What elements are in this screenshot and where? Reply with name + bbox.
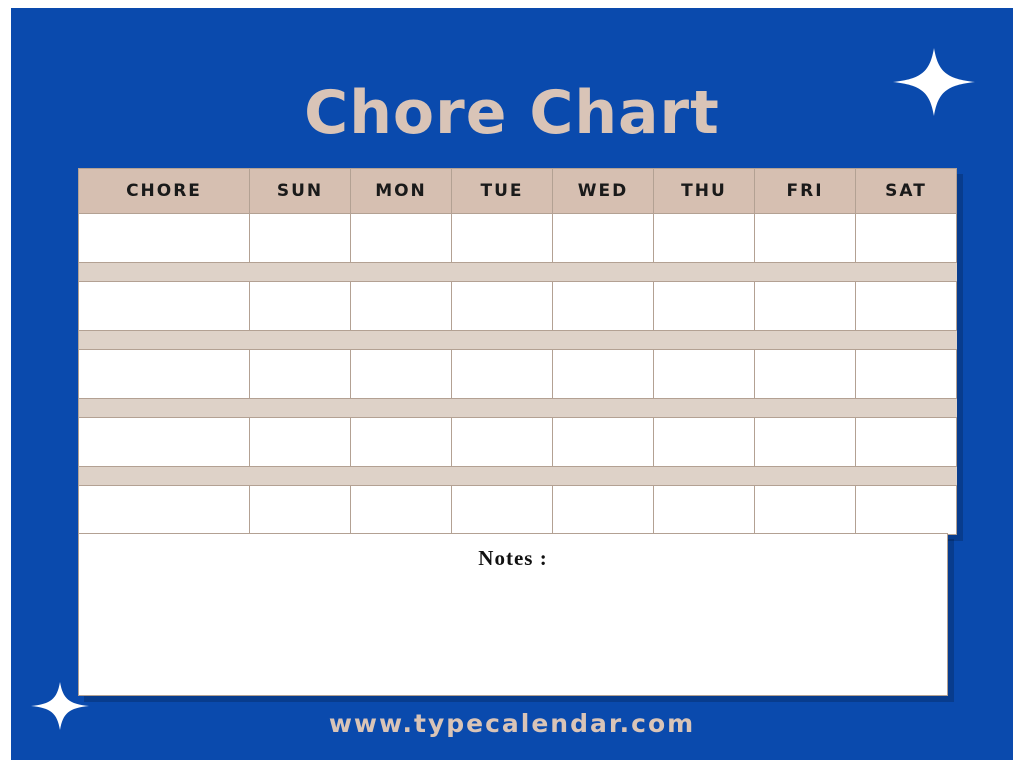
column-header-wed: WED [553,169,654,214]
divider-cell-fri [755,263,856,282]
notes-section[interactable] [78,533,948,696]
divider-cell-tue [452,467,553,486]
divider-cell-wed [553,467,654,486]
cell-fri[interactable] [755,214,856,263]
divider-cell-tue [452,399,553,418]
divider-cell-sat [856,331,957,350]
table-row-divider [79,263,957,282]
cell-mon[interactable] [351,350,452,399]
cell-sat[interactable] [856,214,957,263]
cell-tue[interactable] [452,418,553,467]
table-header-row [79,169,957,214]
divider-cell-chore [79,399,250,418]
divider-cell-tue [452,263,553,282]
divider-cell-thu [654,331,755,350]
cell-tue[interactable] [452,214,553,263]
cell-chore[interactable] [79,282,250,331]
divider-cell-wed [553,399,654,418]
column-header-fri: FRI [755,169,856,214]
cell-sat[interactable] [856,282,957,331]
cell-fri[interactable] [755,282,856,331]
cell-sun[interactable] [250,350,351,399]
cell-sun[interactable] [250,418,351,467]
cell-wed[interactable] [553,350,654,399]
cell-fri[interactable] [755,486,856,535]
divider-cell-thu [654,467,755,486]
divider-cell-fri [755,331,856,350]
divider-cell-sun [250,467,351,486]
cell-tue[interactable] [452,350,553,399]
cell-wed[interactable] [553,418,654,467]
table-row-divider [79,467,957,486]
divider-cell-sun [250,399,351,418]
divider-cell-mon [351,467,452,486]
column-header-thu: THU [654,169,755,214]
cell-sat[interactable] [856,350,957,399]
divider-cell-sat [856,263,957,282]
cell-fri[interactable] [755,350,856,399]
cell-tue[interactable] [452,486,553,535]
footer-url: www.typecalendar.com [328,709,696,738]
table-row-divider [79,399,957,418]
column-header-sun: SUN [250,169,351,214]
divider-cell-sun [250,263,351,282]
table-row [79,214,957,263]
cell-sat[interactable] [856,418,957,467]
chore-table-head [79,169,957,214]
divider-cell-chore [79,331,250,350]
table-row [79,350,957,399]
table-row [79,486,957,535]
column-header-sat: SAT [856,169,957,214]
chore-table-body [79,214,957,535]
divider-cell-fri [755,399,856,418]
divider-cell-chore [79,263,250,282]
cell-thu[interactable] [654,486,755,535]
cell-chore[interactable] [79,214,250,263]
cell-chore[interactable] [79,418,250,467]
cell-sun[interactable] [250,282,351,331]
divider-cell-sat [856,467,957,486]
chore-table-wrapper [78,168,948,535]
table-row [79,282,957,331]
table-row-divider [79,331,957,350]
column-header-chore: CHORE [79,169,250,214]
cell-thu[interactable] [654,282,755,331]
divider-cell-thu [654,263,755,282]
divider-cell-sat [856,399,957,418]
column-header-mon: MON [351,169,452,214]
divider-cell-mon [351,399,452,418]
cell-wed[interactable] [553,282,654,331]
divider-cell-mon [351,263,452,282]
divider-cell-mon [351,331,452,350]
cell-thu[interactable] [654,418,755,467]
column-header-tue: TUE [452,169,553,214]
cell-sun[interactable] [250,486,351,535]
notes-label: Notes : [478,546,548,570]
divider-cell-wed [553,263,654,282]
cell-mon[interactable] [351,418,452,467]
cell-sun[interactable] [250,214,351,263]
divider-cell-sun [250,331,351,350]
divider-cell-tue [452,331,553,350]
cell-thu[interactable] [654,214,755,263]
cell-tue[interactable] [452,282,553,331]
cell-wed[interactable] [553,214,654,263]
cell-mon[interactable] [351,214,452,263]
divider-cell-thu [654,399,755,418]
divider-cell-wed [553,331,654,350]
divider-cell-chore [79,467,250,486]
cell-fri[interactable] [755,418,856,467]
chore-table [78,168,957,535]
cell-wed[interactable] [553,486,654,535]
chore-chart-sheet [11,8,1013,760]
page-title: Chore Chart [304,78,720,148]
cell-mon[interactable] [351,486,452,535]
divider-cell-fri [755,467,856,486]
cell-thu[interactable] [654,350,755,399]
table-row [79,418,957,467]
cell-mon[interactable] [351,282,452,331]
cell-chore[interactable] [79,350,250,399]
cell-chore[interactable] [79,486,250,535]
cell-sat[interactable] [856,486,957,535]
